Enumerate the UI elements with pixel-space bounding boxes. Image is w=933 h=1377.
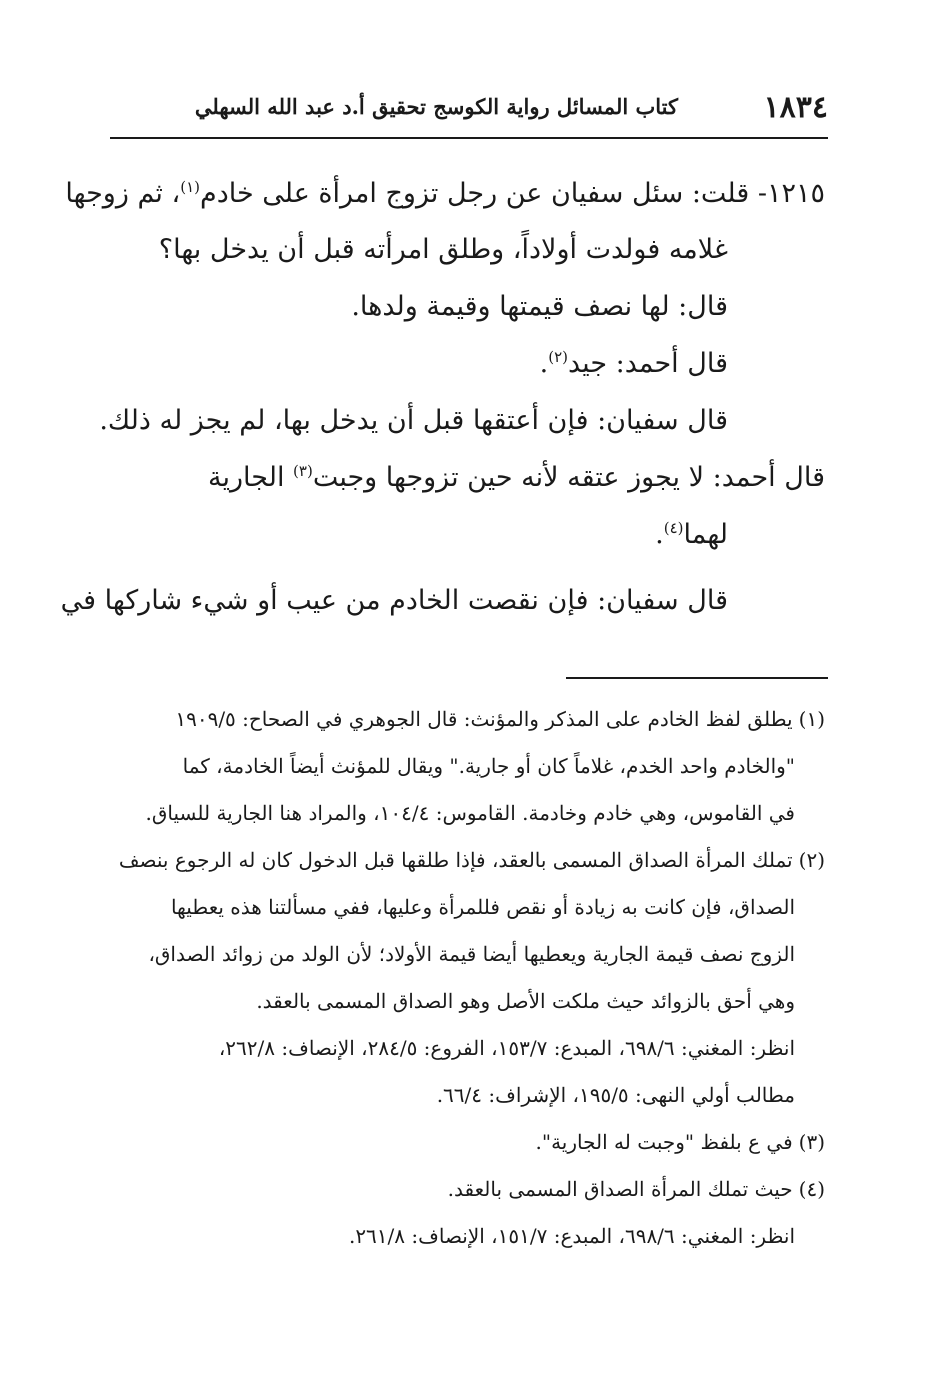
footnote-marker-1[interactable]: (١): [180, 178, 201, 196]
footnote-number: (٤): [798, 1177, 825, 1201]
text-segment: ١٢١٥- قلت: سئل سفيان عن رجل تزوج امرأة على خادم: [200, 178, 825, 209]
text-segment: قال أحمد: جيد: [568, 348, 728, 379]
question-line-2: غلامه فولدت أولاداً، وطلق امرأته قبل أن يدخل بها؟: [158, 234, 728, 265]
footnote-text: حيث تملك المرأة الصداق المسمى بالعقد.: [447, 1177, 793, 1201]
footnote-number: (١): [798, 707, 825, 731]
header-rule: [110, 137, 828, 139]
footnote-2-line-6: مطالب أولي النهى: ١٩٥/٥، الإشراف: ٦٦/٤.: [436, 1083, 795, 1107]
footnote-text: يطلق لفظ الخادم على المذكر والمؤنث: قال الجوهري في الصحاح: ١٩٠٩/٥: [175, 707, 793, 731]
footnote-text: تملك المرأة الصداق المسمى بالعقد، فإذا طلقها قبل الدخول كان له الرجوع بنصف: [118, 848, 793, 872]
footnote-text: في ع بلفظ "وجبت له الجارية".: [535, 1130, 793, 1154]
footnote-1-line-1: [175, 707, 825, 731]
sufyan-question-1: قال سفيان: فإن أعتقها قبل أن يدخل بها، لم يجز له ذلك.: [99, 405, 728, 436]
footnote-marker-3[interactable]: (٣): [293, 462, 313, 480]
text-segment: لهما: [683, 519, 728, 550]
text-segment: .: [539, 348, 549, 379]
footnote-marker-2[interactable]: (٢): [548, 348, 568, 366]
text-segment: قال أحمد: لا يجوز عتقه لأنه حين تزوجها وجبت: [312, 462, 825, 493]
footnote-1-line-3: في القاموس، وهي خادم وخادمة. القاموس: ١٠٤/٤، والمراد هنا الجارية للسياق.: [145, 801, 795, 825]
footnote-number: (٢): [798, 848, 825, 872]
text-segment: ، ثم زوجها: [65, 178, 181, 209]
sufyan-question-2: قال سفيان: فإن نقصت الخادم من عيب أو شيء شاركها في: [60, 585, 728, 616]
footnote-4-line-2: انظر: المغني: ٦٩٨/٦، المبدع: ١٥١/٧، الإنصاف: ٢٦١/٨.: [348, 1224, 795, 1248]
text-segment: .: [655, 519, 664, 550]
ahmad-comment-2: [208, 462, 825, 493]
ahmad-comment-2-cont: [655, 519, 728, 550]
footnote-2-line-3: الزوج نصف قيمة الجارية ويعطيها أيضا قيمة الأولاد؛ لأن الولد من زوائد الصداق،: [148, 942, 795, 966]
running-title: كتاب المسائل رواية الكوسج تحقيق أ.د عبد الله السهلي: [194, 94, 678, 119]
footnote-rule: [566, 677, 828, 679]
footnote-3-line-1: [536, 1130, 825, 1154]
footnote-2-line-2: الصداق، فإن كانت به زيادة أو نقص فللمرأة وعليها، ففي مسألتنا هذه يعطيها: [170, 895, 795, 919]
footnote-4-line-1: [448, 1177, 825, 1201]
footnote-2-line-4: وهي أحق بالزوائد حيث ملكت الأصل وهو الصداق المسمى بالعقد.: [256, 989, 795, 1013]
answer-line: قال: لها نصف قيمتها وقيمة ولدها.: [351, 291, 728, 322]
page-header: [110, 86, 828, 134]
text-segment: الجارية: [208, 462, 294, 493]
footnote-number: (٣): [798, 1130, 825, 1154]
footnote-2-line-1: [119, 848, 825, 872]
page-number: ١٨٣٤: [763, 90, 828, 125]
footnote-2-line-5: انظر: المغني: ٦٩٨/٦، المبدع: ١٥٣/٧، الفروع: ٢٨٤/٥، الإنصاف: ٢٦٢/٨،: [218, 1036, 795, 1060]
question-line-1: [65, 178, 825, 209]
footnote-1-line-2: "والخادم واحد الخدم، غلاماً كان أو جارية." ويقال للمؤنث أيضاً الخادمة، كما: [182, 754, 795, 778]
ahmad-comment-1: [540, 348, 728, 379]
footnote-marker-4[interactable]: (٤): [663, 519, 684, 537]
